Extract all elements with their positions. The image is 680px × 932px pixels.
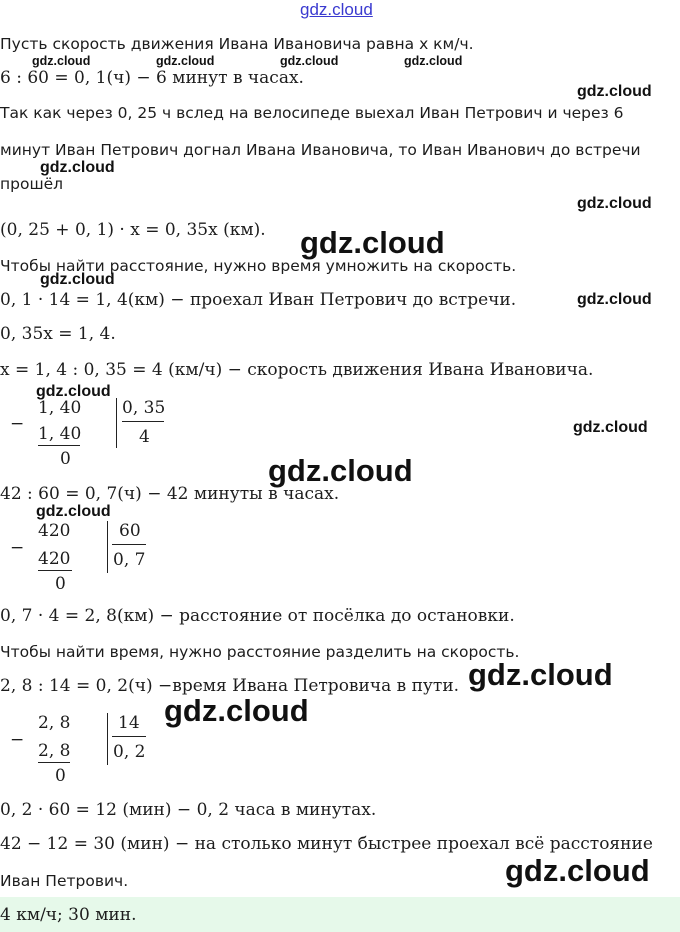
watermark: gdz.cloud xyxy=(577,83,652,100)
division-bar xyxy=(116,398,117,448)
watermark: gdz.cloud xyxy=(268,453,413,488)
remainder: 0 xyxy=(60,449,71,469)
subtraction-line xyxy=(38,762,70,763)
remainder: 0 xyxy=(55,574,66,594)
subtraction-line xyxy=(38,570,72,571)
quotient: 4 xyxy=(139,427,150,447)
subtrahend: 420 xyxy=(38,549,71,569)
math-line: 42 − 12 = 30 (мин) − на столько минут быстрее проехал всё расстояние xyxy=(0,834,653,854)
text-line: прошёл xyxy=(0,175,64,193)
math-line: 0, 7 · 4 = 2, 8(км) − расстояние от посёлка до остановки. xyxy=(0,606,515,626)
minus-sign: − xyxy=(10,538,25,558)
math-line: 0, 35x = 1, 4. xyxy=(0,324,116,344)
watermark: gdz.cloud xyxy=(404,54,463,68)
math-line: (0, 25 + 0, 1) · x = 0, 35x (км). xyxy=(0,220,266,240)
watermark: gdz.cloud xyxy=(36,503,111,520)
remainder: 0 xyxy=(55,766,66,786)
watermark-top[interactable]: gdz.cloud xyxy=(300,0,373,19)
division-bar xyxy=(107,713,108,765)
text-line: минут Иван Петрович догнал Ивана Ивановича, то Иван Иванович до встречи xyxy=(0,141,641,159)
watermark: gdz.cloud xyxy=(573,419,648,436)
dividend: 1, 40 xyxy=(38,398,82,418)
divisor-line xyxy=(112,544,146,545)
dividend: 420 xyxy=(38,521,71,541)
watermark: gdz.cloud xyxy=(156,54,215,68)
divisor: 60 xyxy=(119,521,141,541)
divisor: 0, 35 xyxy=(122,398,166,418)
math-line: 6 : 60 = 0, 1(ч) − 6 минут в часах. xyxy=(0,68,304,88)
minus-sign: − xyxy=(10,414,25,434)
watermark: gdz.cloud xyxy=(280,54,339,68)
watermark: gdz.cloud xyxy=(40,159,115,176)
divisor-line xyxy=(122,421,164,422)
quotient: 0, 2 xyxy=(113,742,146,762)
text-line: Так как через 0, 25 ч вслед на велосипеде выехал Иван Петрович и через 6 xyxy=(0,104,624,122)
math-line: x = 1, 4 : 0, 35 = 4 (км/ч) − скорость движения Ивана Ивановича. xyxy=(0,360,594,380)
watermark: gdz.cloud xyxy=(577,291,652,308)
text-line: Чтобы найти время, нужно расстояние разделить на скорость. xyxy=(0,643,520,661)
subtrahend: 2, 8 xyxy=(38,741,71,761)
text-line: Чтобы найти расстояние, нужно время умножить на скорость. xyxy=(0,257,517,275)
subtraction-line xyxy=(38,445,80,446)
minus-sign: − xyxy=(10,730,25,750)
math-line: 0, 2 · 60 = 12 (мин) − 0, 2 часа в минутах. xyxy=(0,800,377,820)
text-line: Пусть скорость движения Ивана Ивановича равна x км/ч. xyxy=(0,35,474,53)
text-line: Иван Петрович. xyxy=(0,872,129,890)
watermark: gdz.cloud xyxy=(505,853,650,888)
watermark: gdz.cloud xyxy=(577,195,652,212)
division-bar xyxy=(107,521,108,573)
long-division xyxy=(0,713,180,788)
divisor-line xyxy=(112,736,146,737)
divisor: 14 xyxy=(118,713,140,733)
watermark: gdz.cloud xyxy=(300,225,445,260)
answer-text: 4 км/ч; 30 мин. xyxy=(0,905,137,925)
watermark: gdz.cloud xyxy=(32,54,91,68)
dividend: 2, 8 xyxy=(38,713,71,733)
watermark: gdz.cloud xyxy=(36,383,111,400)
long-division xyxy=(0,521,180,596)
math-line: 0, 1 · 14 = 1, 4(км) − проехал Иван Петрович до встречи. xyxy=(0,290,517,310)
subtrahend: 1, 40 xyxy=(38,424,82,444)
answer-box xyxy=(0,897,680,932)
watermark: gdz.cloud xyxy=(468,657,613,692)
long-division xyxy=(0,398,180,473)
math-line: 2, 8 : 14 = 0, 2(ч) −время Ивана Петровича в пути. xyxy=(0,676,460,696)
watermark: gdz.cloud xyxy=(40,271,115,288)
math-line: 42 : 60 = 0, 7(ч) − 42 минуты в часах. xyxy=(0,484,340,504)
quotient: 0, 7 xyxy=(113,550,146,570)
watermark: gdz.cloud xyxy=(164,693,309,728)
